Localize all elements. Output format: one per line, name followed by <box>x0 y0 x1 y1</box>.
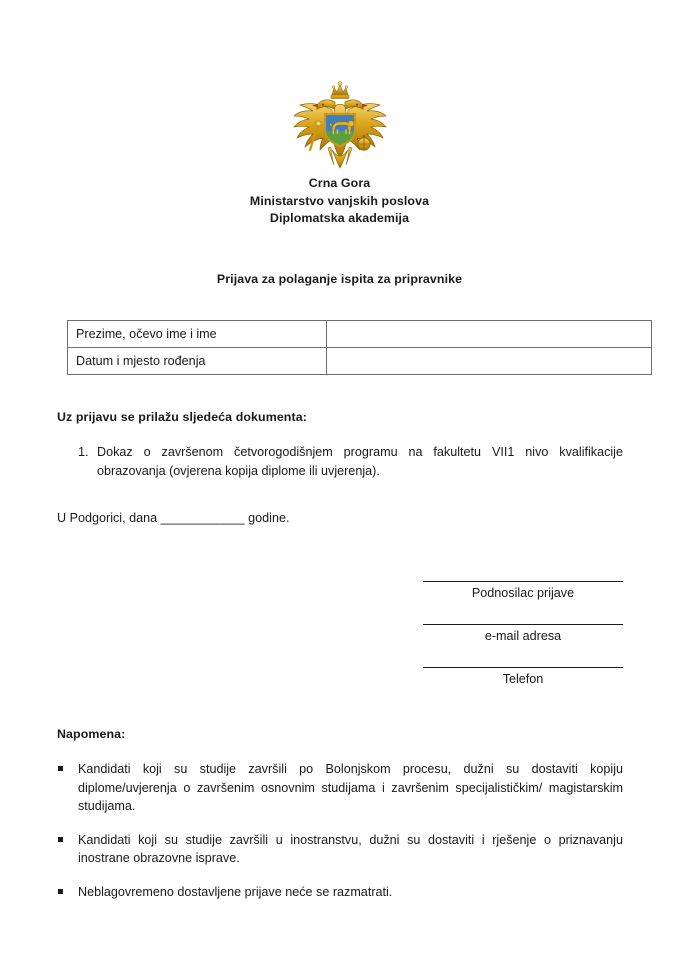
list-item-text: Neblagovremeno dostavljene prijave neće se razmatrati. <box>78 884 393 899</box>
list-item <box>57 443 623 480</box>
montenegro-coat-of-arms-icon <box>288 78 392 174</box>
list-item-text: Kandidati koji su studije završili po Bolonjskom procesu, dužni su dostaviti kopiju diplome/uvjerenja o završenim osnovnim studijama i završenim specijalističkim/ magistarskim studijama. <box>78 762 623 813</box>
signature-block <box>423 581 623 686</box>
applicant-details-table <box>67 320 652 375</box>
field-label-birth-date-place: Datum i mjesto rođenja <box>68 348 327 375</box>
square-bullet-icon <box>58 766 63 771</box>
signature-entry-phone <box>423 667 623 686</box>
list-item <box>57 760 623 816</box>
documents-heading: Uz prijavu se prilažu sljedeća dokumenta: <box>57 410 307 424</box>
note-heading: Napomena: <box>57 727 126 741</box>
signature-label-phone: Telefon <box>502 672 544 686</box>
place-and-date-line[interactable]: U Podgorici, dana ____________ godine. <box>57 511 290 525</box>
square-bullet-icon <box>58 837 63 842</box>
organization-header <box>0 175 679 228</box>
table-row <box>68 321 652 348</box>
square-bullet-icon <box>58 889 63 894</box>
list-item-text: Kandidati koji su studije završili u inostranstvu, dužni su dostaviti i rješenje o priznavanju inostrane obrazovne isprave. <box>78 832 623 865</box>
field-input-birth-date-place[interactable] <box>327 348 652 375</box>
signature-entry-applicant <box>423 581 623 600</box>
note-list <box>57 760 623 901</box>
field-input-full-name[interactable] <box>327 321 652 348</box>
documents-list <box>57 443 623 480</box>
header-line-ministry: Ministarstvo vanjskih poslova <box>249 193 430 208</box>
table-row <box>68 348 652 375</box>
list-item-text: Dokaz o završenom četvorogodišnjem programu na fakultetu VII1 nivo kvalifikacije obrazovanja (ovjerena kopija diplome ili uvjerenja). <box>97 445 623 478</box>
signature-label-applicant: Podnosilac prijave <box>471 586 575 600</box>
emblem-container <box>0 78 679 179</box>
field-label-full-name: Prezime, očevo ime i ime <box>68 321 327 348</box>
header-line-country: Crna Gora <box>308 176 371 190</box>
page-title: Prijava za polaganje ispita za pripravnike <box>216 272 463 286</box>
signature-label-email: e-mail adresa <box>484 629 562 643</box>
signature-entry-email <box>423 624 623 643</box>
header-line-academy: Diplomatska akademija <box>269 211 410 225</box>
list-item <box>57 831 623 868</box>
list-item-number: 1. <box>78 445 89 459</box>
list-item <box>57 883 623 902</box>
